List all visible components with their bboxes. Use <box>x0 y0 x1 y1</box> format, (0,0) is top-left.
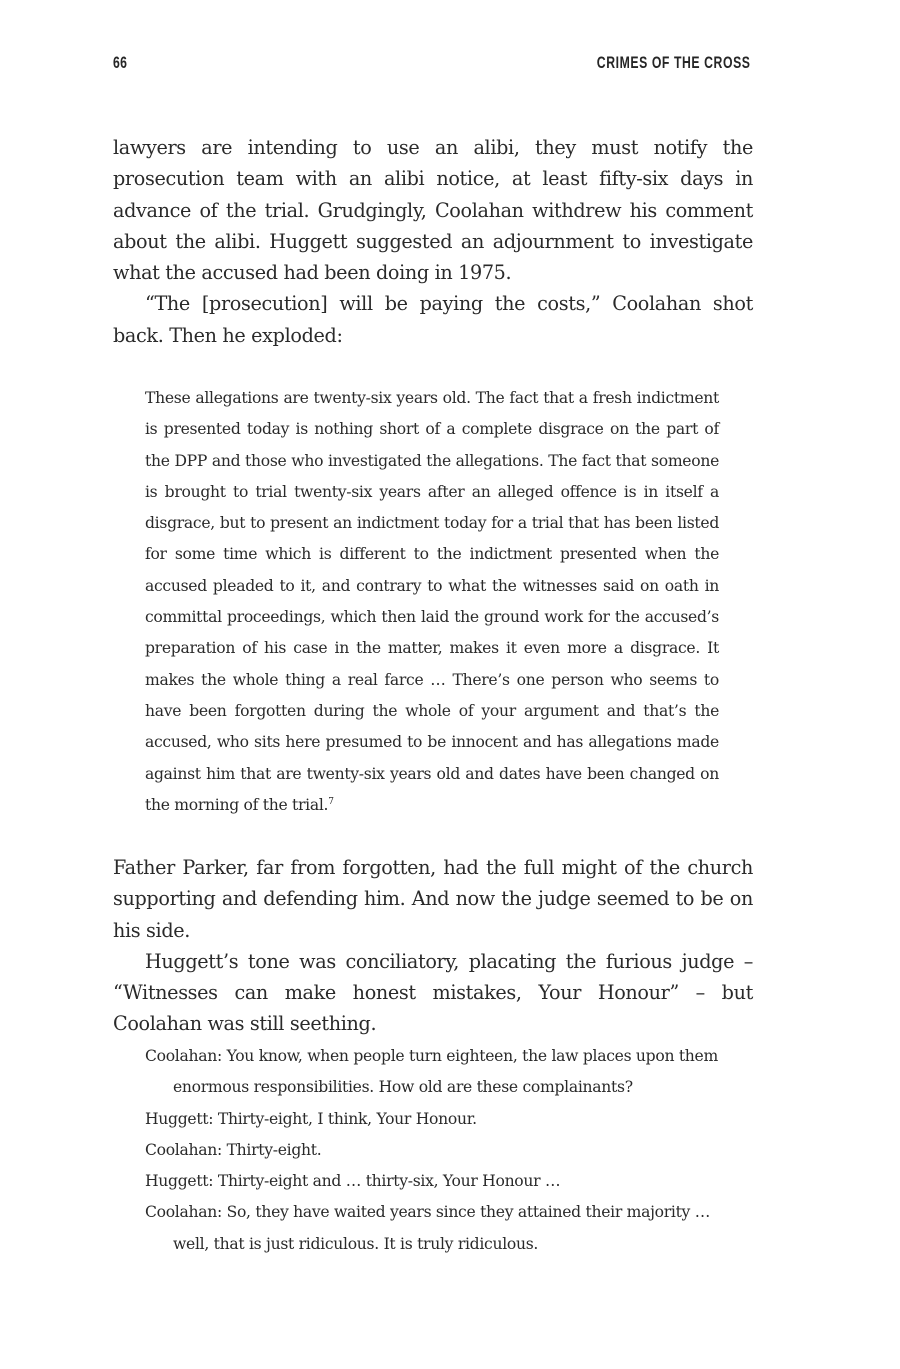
block-quote <box>145 383 719 821</box>
dialogue-line: Huggett: Thirty-eight, I think, Your Honour. <box>145 1109 477 1128</box>
dialogue-line: Coolahan: Thirty-eight. <box>145 1140 322 1159</box>
dialogue-line: Huggett: Thirty-eight and … thirty-six, Your Honour … <box>145 1172 561 1191</box>
page-number: 66 <box>113 53 128 72</box>
body-text-middle <box>113 852 753 1040</box>
dialogue-transcript <box>145 1041 725 1260</box>
paragraph: Father Parker, far from forgotten, had the full might of the church supporting and defending him. And now the judge seemed to be on his side. <box>113 856 753 942</box>
quote-paragraph <box>145 383 719 821</box>
running-head-title: CRIMES OF THE CROSS <box>597 53 751 72</box>
paragraph: lawyers are intending to use an alibi, they must notify the prosecution team with an alibi notice, at least fifty-six days in advance of the trial. Grudgingly, Coolahan withdrew his comment about the alibi. Huggett suggested an adjournment to investigate what the accused had been doing in 1975. <box>113 136 753 285</box>
paragraph: “The [prosecution] will be paying the costs,” Coolahan shot back. Then he exploded: <box>113 292 753 347</box>
quote-text: These allegations are twenty-six years old. The fact that a fresh indictment is presented today is nothing short of a complete disgrace on the part of the DPP and those who investigated the allegations. The fact that someone is brought to trial twenty-six years after an alleged offence is in itself a disgrace, but to present an indictment today for a trial that has been listed for some time which is different to the indictment presented when the accused pleaded to it, and contrary to what the witnesses said on oath in committal proceedings, which then laid the ground work for the accused’s preparation of his case in the matter, makes it even more a disgrace. It makes the whole thing a real farce … There’s one person who seems to have been forgotten during the whole of your argument and that’s the accused, who sits here presumed to be innocent and has allegations made against him that are twenty-six years old and dates have been changed on the morning of the trial. <box>145 389 719 814</box>
body-text-top <box>113 132 753 351</box>
dialogue-line: Coolahan: You know, when people turn eighteen, the law places upon them enormous responsibilities. How old are these complainants? <box>145 1047 718 1097</box>
paragraph: Huggett’s tone was conciliatory, placating the furious judge – “Witnesses can make honest mistakes, Your Honour” – but Coolahan was still seething. <box>113 949 753 1036</box>
footnote-reference: 7 <box>328 796 334 807</box>
dialogue-line: Coolahan: So, they have waited years since they attained their majority … well, that is just ridiculous. It is truly ridiculous. <box>145 1203 711 1253</box>
